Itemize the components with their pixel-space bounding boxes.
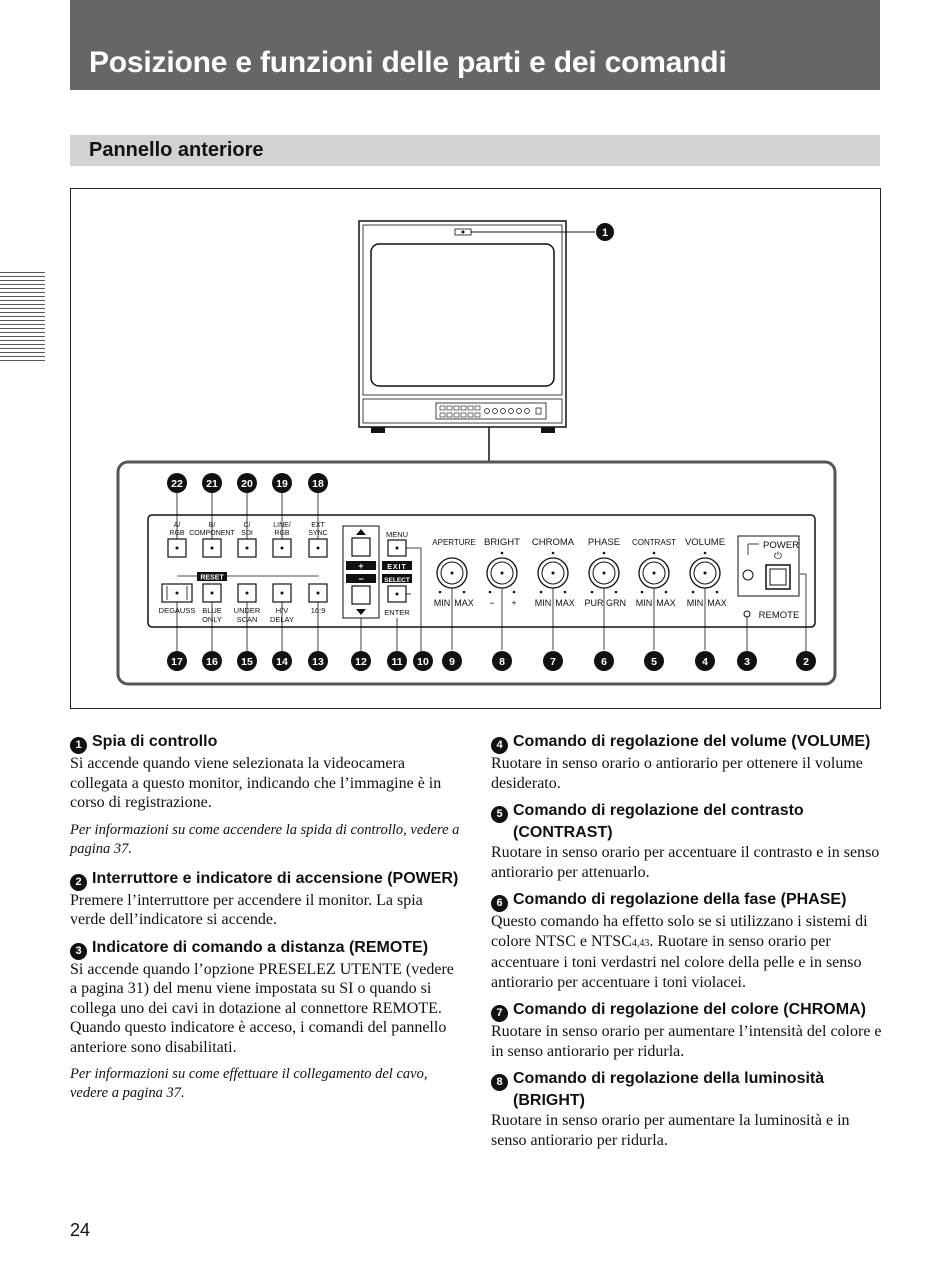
callout-14-label: 14 (276, 656, 288, 668)
callout-13 (308, 651, 328, 671)
knob-min-label: − (489, 598, 495, 608)
item-heading: Comando di regolazione del colore (CHROMA) (513, 1001, 866, 1018)
item-body-text: Questo comando ha effetto solo se si utilizzano i sistemi di colore NTSC e NTSC (491, 913, 868, 950)
item-heading: Spia di controllo (92, 733, 218, 750)
callout-10 (413, 651, 433, 671)
item-7 (491, 1000, 883, 1061)
item-body (491, 912, 883, 992)
page-title: Posizione e funzioni delle parti e dei comandi (89, 46, 727, 79)
section-title: Pannello anteriore (89, 139, 264, 161)
top-button-label-line2: RGB (169, 530, 185, 537)
callout-9 (442, 651, 462, 671)
front-panel-diagram (71, 189, 880, 708)
top-button-label-line2: SYNC (308, 530, 328, 537)
callout-4 (695, 651, 715, 671)
callout-14 (272, 651, 292, 671)
callout-2-label: 2 (803, 656, 809, 668)
bottom-button-label-line2: DELAY (269, 615, 295, 624)
callout-18 (308, 473, 328, 493)
callout-21-label: 21 (206, 478, 218, 490)
number-badge: 7 (491, 1005, 508, 1022)
remote-indicator (744, 611, 750, 617)
bottom-button-label-line1: UNDER (233, 606, 261, 615)
item-6 (491, 890, 883, 992)
item-body: Premere l’interruttore per accendere il monitor. La spia verde dell’indicatore si accende. (70, 891, 423, 928)
number-badge: 5 (491, 806, 508, 823)
knob-min-label: PUR (584, 598, 604, 608)
item-body: Ruotare in senso orario per aumentare l’intensità del colore e in senso antiorario per ridurla. (491, 1023, 882, 1060)
callout-10-label: 10 (417, 656, 429, 668)
knob-label: APERTURE (432, 538, 476, 547)
item-note: Per informazioni su come accendere la spida di controllo, vedere a pagina 37. (70, 821, 460, 857)
callout-20 (237, 473, 257, 493)
callout-3-label: 3 (744, 656, 750, 668)
exit-label: EXIT (387, 564, 407, 571)
knob-label: CHROMA (531, 537, 575, 548)
callout-3 (737, 651, 757, 671)
item-2 (70, 869, 462, 930)
bottom-button-label-line2: SCAN (236, 615, 258, 624)
title-bar (70, 0, 880, 90)
item-body: Ruotare in senso orario per accentuare il contrasto e in senso antiorario per attenuarlo. (491, 844, 880, 881)
power-block (738, 536, 806, 651)
monitor-cabinet (359, 221, 566, 427)
knob-max-label: + (511, 598, 517, 608)
callout-5-label: 5 (651, 656, 657, 668)
bottom-button-label-line1: H/V (275, 606, 289, 615)
callout-5 (644, 651, 664, 671)
left-column (70, 732, 462, 1113)
top-button-label-line1: C/ (243, 522, 251, 529)
up-arrow-icon (356, 529, 366, 535)
knob-label: CONTRAST (632, 538, 676, 547)
callout-22-label: 22 (171, 478, 183, 490)
down-arrow-icon (356, 609, 366, 615)
knob-max-label: MAX (656, 598, 676, 608)
callout-8-label: 8 (499, 656, 505, 668)
callout-18-label: 18 (312, 478, 324, 490)
callout-19-label: 19 (276, 478, 288, 490)
callout-11-label: 11 (391, 656, 403, 668)
item-3 (70, 938, 462, 1058)
item-body-text: . Ruotare in senso orario per accentuare i toni verdastri nel colore della pelle e in senso antiorario per accentuare i toni violacei. (491, 932, 862, 991)
callout-16 (202, 651, 222, 671)
callout-17-label: 17 (171, 656, 183, 668)
knob-max-label: GRN (606, 598, 626, 608)
callout-7-label: 7 (550, 656, 556, 668)
monitor-illustration (359, 221, 566, 462)
front-panel-figure (70, 188, 881, 709)
item-body: Ruotare in senso orario per aumentare la luminosità e in senso antiorario per ridurla. (491, 1112, 850, 1149)
bottom-button-label-line1: BLUE (202, 606, 222, 615)
knob-min-label: MIN (433, 598, 451, 608)
callout-15 (237, 651, 257, 671)
page-number: 24 (70, 1220, 91, 1240)
callout-6-label: 6 (601, 656, 607, 668)
callout-6 (594, 651, 614, 671)
callout-13-label: 13 (312, 656, 324, 668)
item-body: Si accende quando l’opzione PRESELEZ UTENTE (vedere a pagina 31) del menu viene impostata su SI o quando si collega uno dei cavi in dotazione al connettore REMOTE. Quando questo indicatore è acceso, i comandi del pannello anteriore sono disabilitati. (70, 960, 454, 1056)
power-label: POWER (763, 540, 799, 551)
menu-label: MENU (385, 530, 409, 539)
knob-min-label: MIN (686, 598, 704, 608)
item-8 (491, 1069, 883, 1150)
knob-min-label: MIN (635, 598, 653, 608)
right-column (491, 732, 883, 1158)
item-heading: Interruttore e indicatore di accensione (POWER) (92, 869, 459, 887)
item-heading: Comando di regolazione della fase (PHASE) (513, 891, 847, 908)
item-1 (70, 732, 462, 813)
number-badge: 1 (70, 737, 87, 754)
knob-max-label: MAX (454, 598, 474, 608)
item-5 (491, 801, 883, 882)
select-label: SELECT (384, 577, 410, 584)
enter-label: ENTER (384, 608, 410, 617)
down-button[interactable] (352, 586, 370, 604)
item-body: Ruotare in senso orario o antiorario per ottenere il volume desiderato. (491, 755, 863, 792)
reset-label: RESET (200, 574, 224, 582)
plus-label: + (358, 561, 364, 571)
callout-1 (596, 223, 614, 241)
item-body: Si accende quando viene selezionata la videocamera collegata a questo monitor, indicando che l’immagine è in corso di registrazione. (70, 755, 442, 811)
callout-4-label: 4 (702, 656, 708, 668)
number-badge: 8 (491, 1074, 508, 1091)
callout-15-label: 15 (241, 656, 253, 668)
item-heading: Comando di regolazione del contrasto (CONTRAST) (513, 802, 804, 841)
callout-8 (492, 651, 512, 671)
item-note: Per informazioni su come effettuare il collegamento del cavo, vedere a pagina 37. (70, 1066, 428, 1101)
knob-max-label: MAX (707, 598, 727, 608)
callout-1-label: 1 (601, 227, 609, 239)
callout-12-label: 12 (355, 656, 367, 668)
callout-19 (272, 473, 292, 493)
top-button-label-line1: B/ (208, 522, 216, 529)
bottom-button-label-line1: DEGAUSS (158, 606, 196, 615)
bottom-button-label-line2: ONLY (202, 615, 222, 624)
number-badge: 6 (491, 895, 508, 912)
callout-11 (387, 651, 407, 671)
ntsc-subscript: 4,43 (631, 937, 650, 949)
section-bar (70, 135, 880, 166)
top-button-label-line2: SDI (241, 530, 253, 537)
remote-label: REMOTE (758, 610, 800, 621)
item-heading: Comando di regolazione della luminosità (BRIGHT) (513, 1070, 825, 1109)
item-4 (491, 732, 883, 793)
item-heading: Comando di regolazione del volume (VOLUME) (513, 733, 871, 750)
top-button-label-line1: A/ (173, 522, 181, 529)
top-button-label-line2: RGB (274, 530, 290, 537)
number-badge: 3 (70, 943, 87, 960)
bottom-button-label-line1: 16:9 (310, 606, 326, 615)
callout-9-label: 9 (449, 656, 455, 668)
callout-2 (796, 651, 816, 671)
callout-17 (167, 651, 187, 671)
knob-label: VOLUME (684, 537, 726, 548)
power-symbol-icon: ⏻ (774, 551, 782, 562)
callout-21 (202, 473, 222, 493)
side-tab-marker (0, 272, 45, 364)
up-button[interactable] (352, 538, 370, 556)
top-button-label-line1: EXT (311, 522, 325, 529)
power-indicator (743, 570, 753, 580)
callout-12 (351, 651, 371, 671)
callout-16-label: 16 (206, 656, 218, 668)
top-button-label-line1: LINE/ (273, 522, 291, 529)
callout-22 (167, 473, 187, 493)
number-badge: 2 (70, 874, 87, 891)
top-button-label-line2: COMPONENT (189, 530, 235, 537)
menu-navigation-block (343, 526, 379, 618)
callout-20-label: 20 (241, 478, 253, 490)
knob-label: PHASE (587, 537, 621, 548)
knob-min-label: MIN (534, 598, 552, 608)
callout-7 (543, 651, 563, 671)
knob-label: BRIGHT (484, 537, 520, 548)
minus-label: − (358, 574, 364, 584)
knob-max-label: MAX (555, 598, 575, 608)
item-heading: Indicatore di comando a distanza (REMOTE) (92, 938, 429, 956)
number-badge: 4 (491, 737, 508, 754)
